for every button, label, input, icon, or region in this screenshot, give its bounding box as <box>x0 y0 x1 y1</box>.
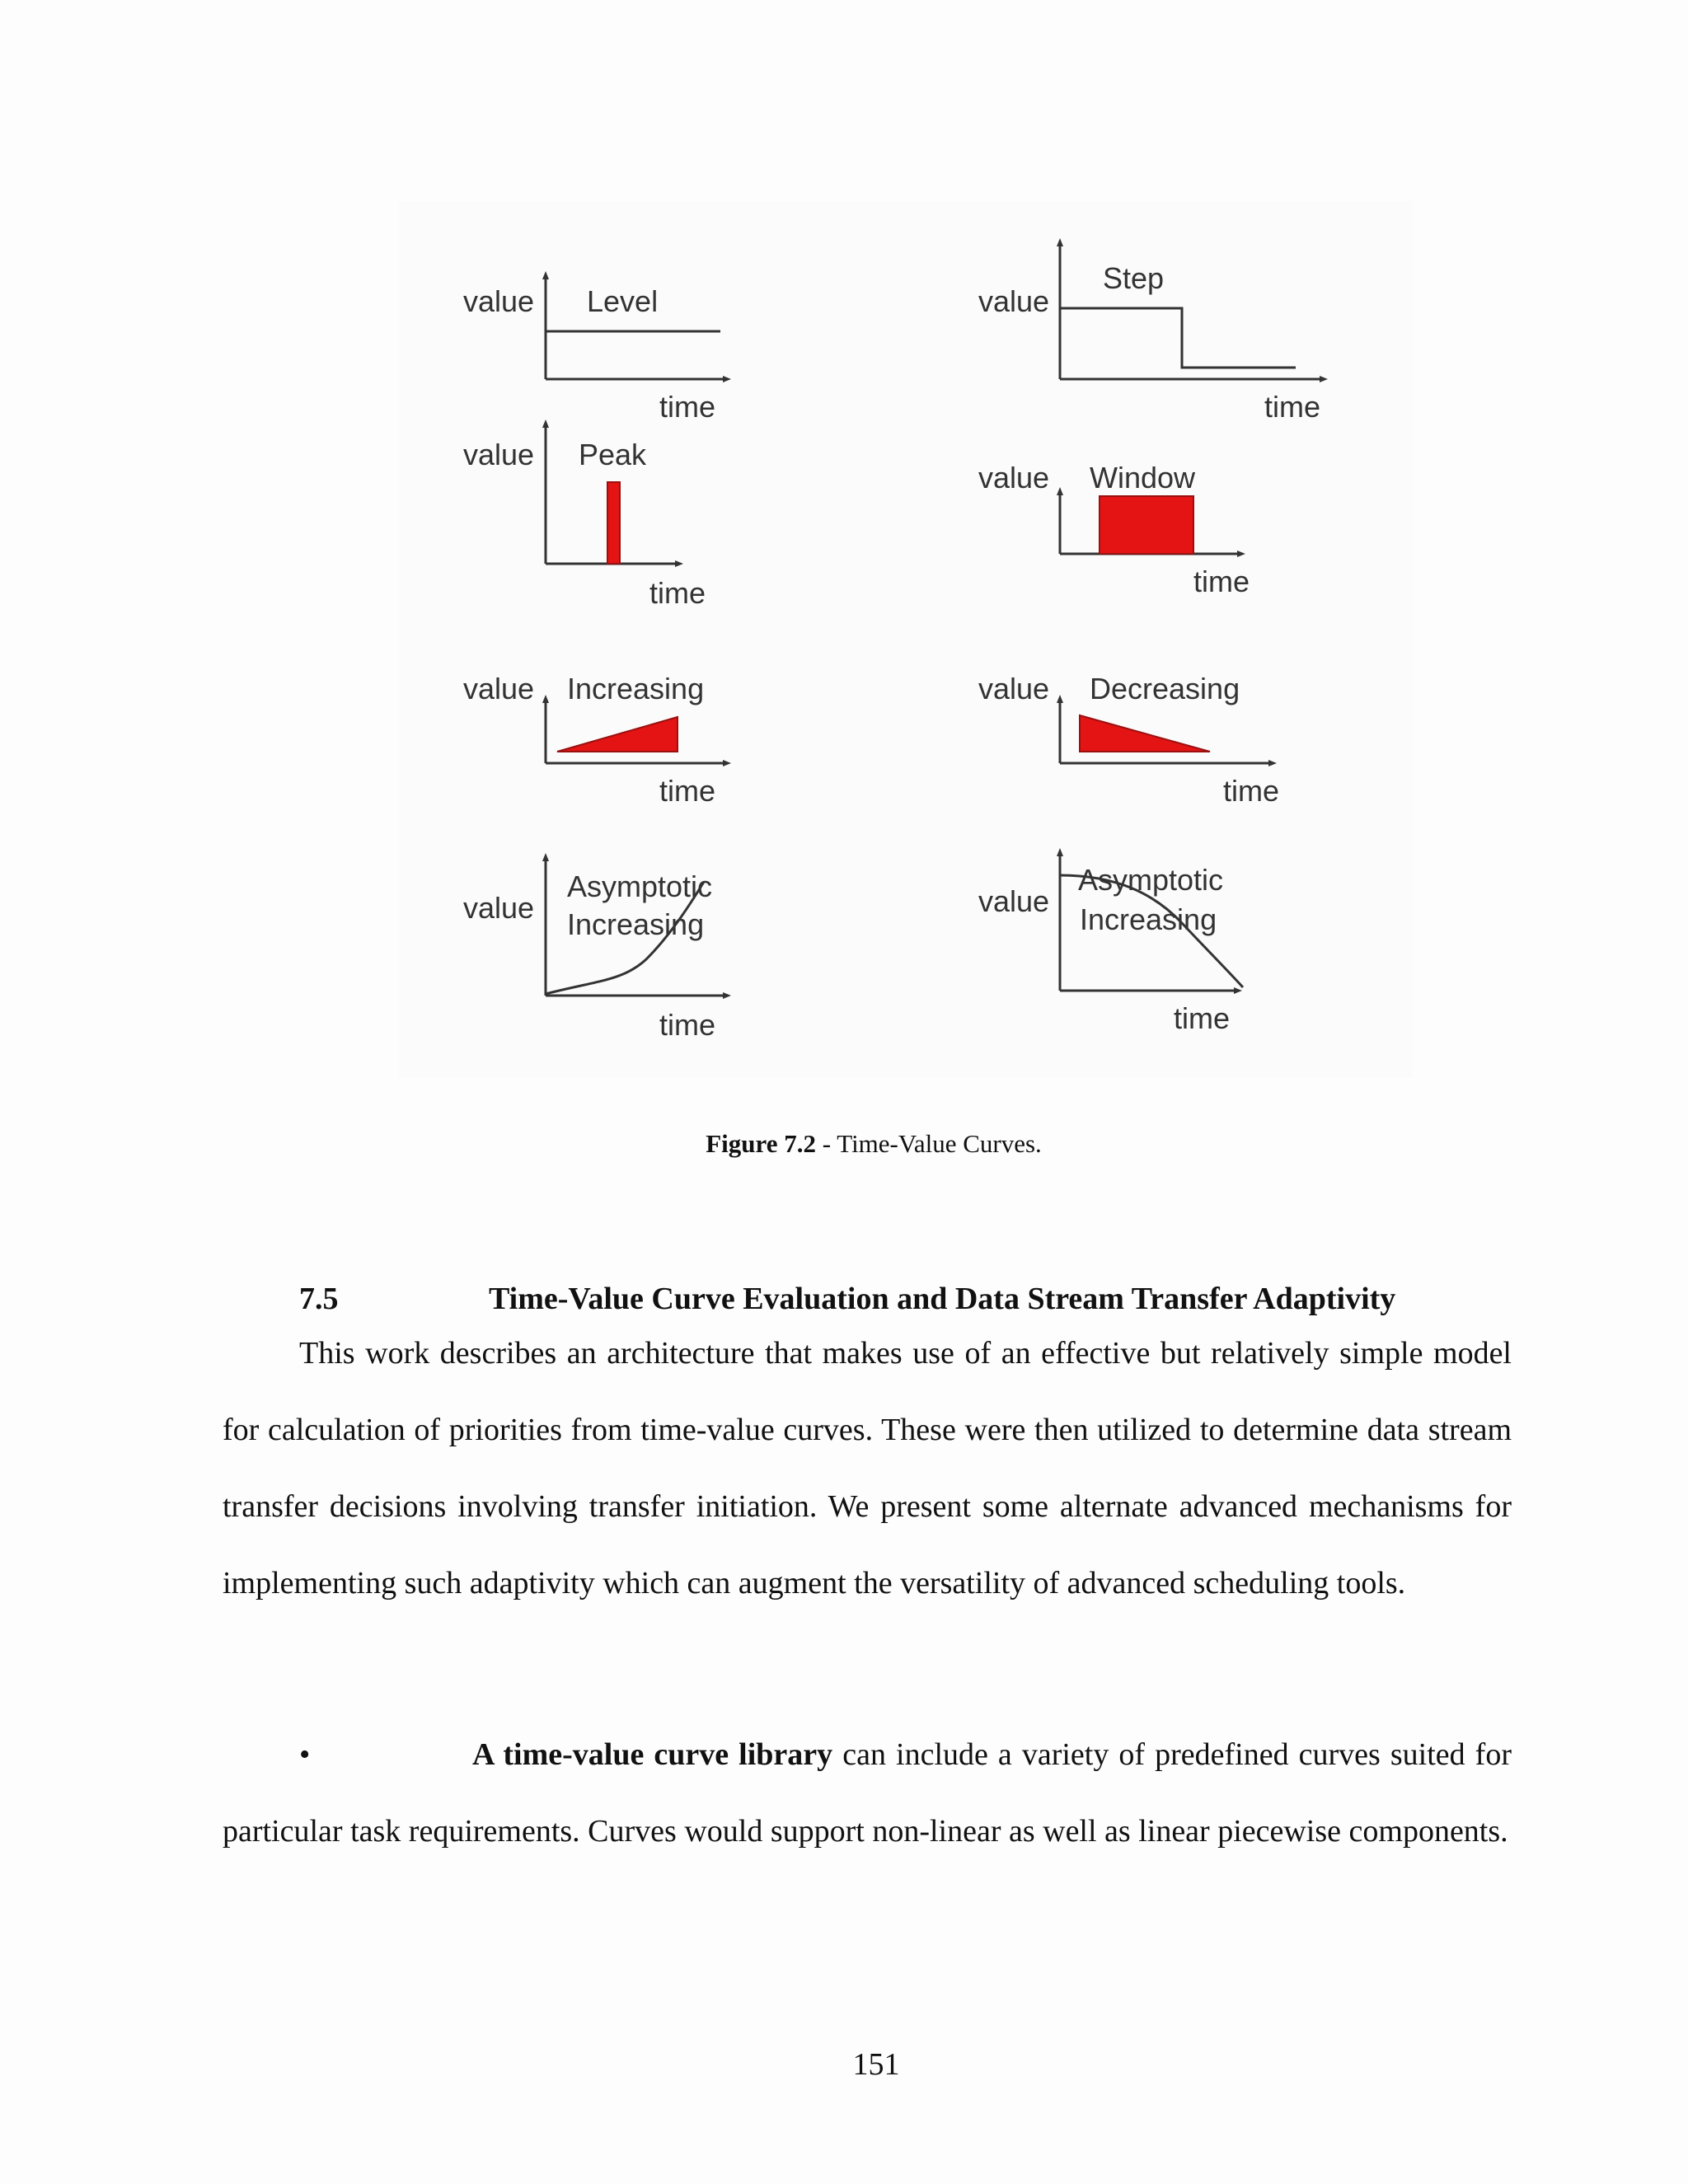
panel-title-line2: Increasing <box>1080 902 1217 936</box>
figure-caption <box>0 1129 1688 1159</box>
section-number: 7.5 <box>299 1282 339 1316</box>
figure-caption-label: Figure 7.2 <box>706 1129 816 1158</box>
bullet-glyph: • <box>299 1737 311 1772</box>
value-axis-label: value <box>463 672 535 705</box>
page-number: 151 <box>852 2047 900 2082</box>
decreasing-ramp <box>1080 715 1210 752</box>
value-axis-label: value <box>978 672 1050 705</box>
panel-title: Decreasing <box>1090 672 1240 705</box>
time-axis-label: time <box>1174 1001 1231 1035</box>
section-title: Time-Value Curve Evaluation and Data Stream Transfer Adaptivity <box>489 1282 1396 1316</box>
panel-window <box>978 461 1250 598</box>
increasing-ramp <box>557 717 678 752</box>
window-block <box>1100 496 1193 554</box>
time-axis-label: time <box>659 774 716 808</box>
peak-spike <box>607 482 620 564</box>
time-axis-label: time <box>1223 774 1280 808</box>
panel-title: Peak <box>579 438 647 471</box>
figure-caption-text: Time-Value Curves. <box>837 1129 1042 1158</box>
time-axis-label: time <box>1193 565 1250 598</box>
panel-title: Increasing <box>567 672 705 705</box>
bullet-paragraph <box>223 1717 1512 1870</box>
value-axis-label: value <box>463 891 535 925</box>
panel-asymptotic-increasing <box>463 857 727 1042</box>
time-value-curves-figure <box>399 201 1413 1078</box>
value-axis-label: value <box>463 438 535 471</box>
body-paragraph: This work describes an architecture that makes use of an effective but relatively simple model for calculation of priorities from time-value curves. These were then utilized to determine data stream transfer decisions involving transfer initiation. We present some alternate advanced mechanisms for implementing such adaptivity which can augment the versatility of advanced scheduling tools. <box>223 1336 1512 1601</box>
panel-title-line1: Asymptotic <box>567 869 713 903</box>
panel-asymptotic-decreasing <box>978 852 1243 1035</box>
bullet-bold-lead: A time-value curve library <box>472 1737 833 1772</box>
panel-title-line1: Asymptotic <box>1078 863 1224 897</box>
panel-increasing <box>463 672 727 808</box>
panel-title-line2: Increasing <box>567 907 705 941</box>
value-axis-label: value <box>978 284 1050 318</box>
time-axis-label: time <box>659 390 716 424</box>
panel-title: Window <box>1090 461 1196 494</box>
time-axis-label: time <box>649 576 706 610</box>
bullet-text: can include a variety of predefined curves suited for particular task requirements. Curves would support non-linear as well as linear piecewise components. <box>223 1737 1512 1849</box>
panel-level <box>463 275 727 424</box>
time-axis-label: time <box>659 1008 716 1042</box>
figure-caption-separator: - <box>815 1129 837 1158</box>
value-axis-label: value <box>978 884 1050 918</box>
panel-decreasing <box>978 672 1279 808</box>
step-curve <box>1060 308 1296 368</box>
panel-peak <box>463 424 706 610</box>
value-axis-label: value <box>463 284 535 318</box>
panel-step <box>978 242 1324 424</box>
panel-title: Level <box>587 284 659 318</box>
time-axis-label: time <box>1264 390 1321 424</box>
panel-title: Step <box>1103 261 1165 295</box>
value-axis-label: value <box>978 461 1050 494</box>
